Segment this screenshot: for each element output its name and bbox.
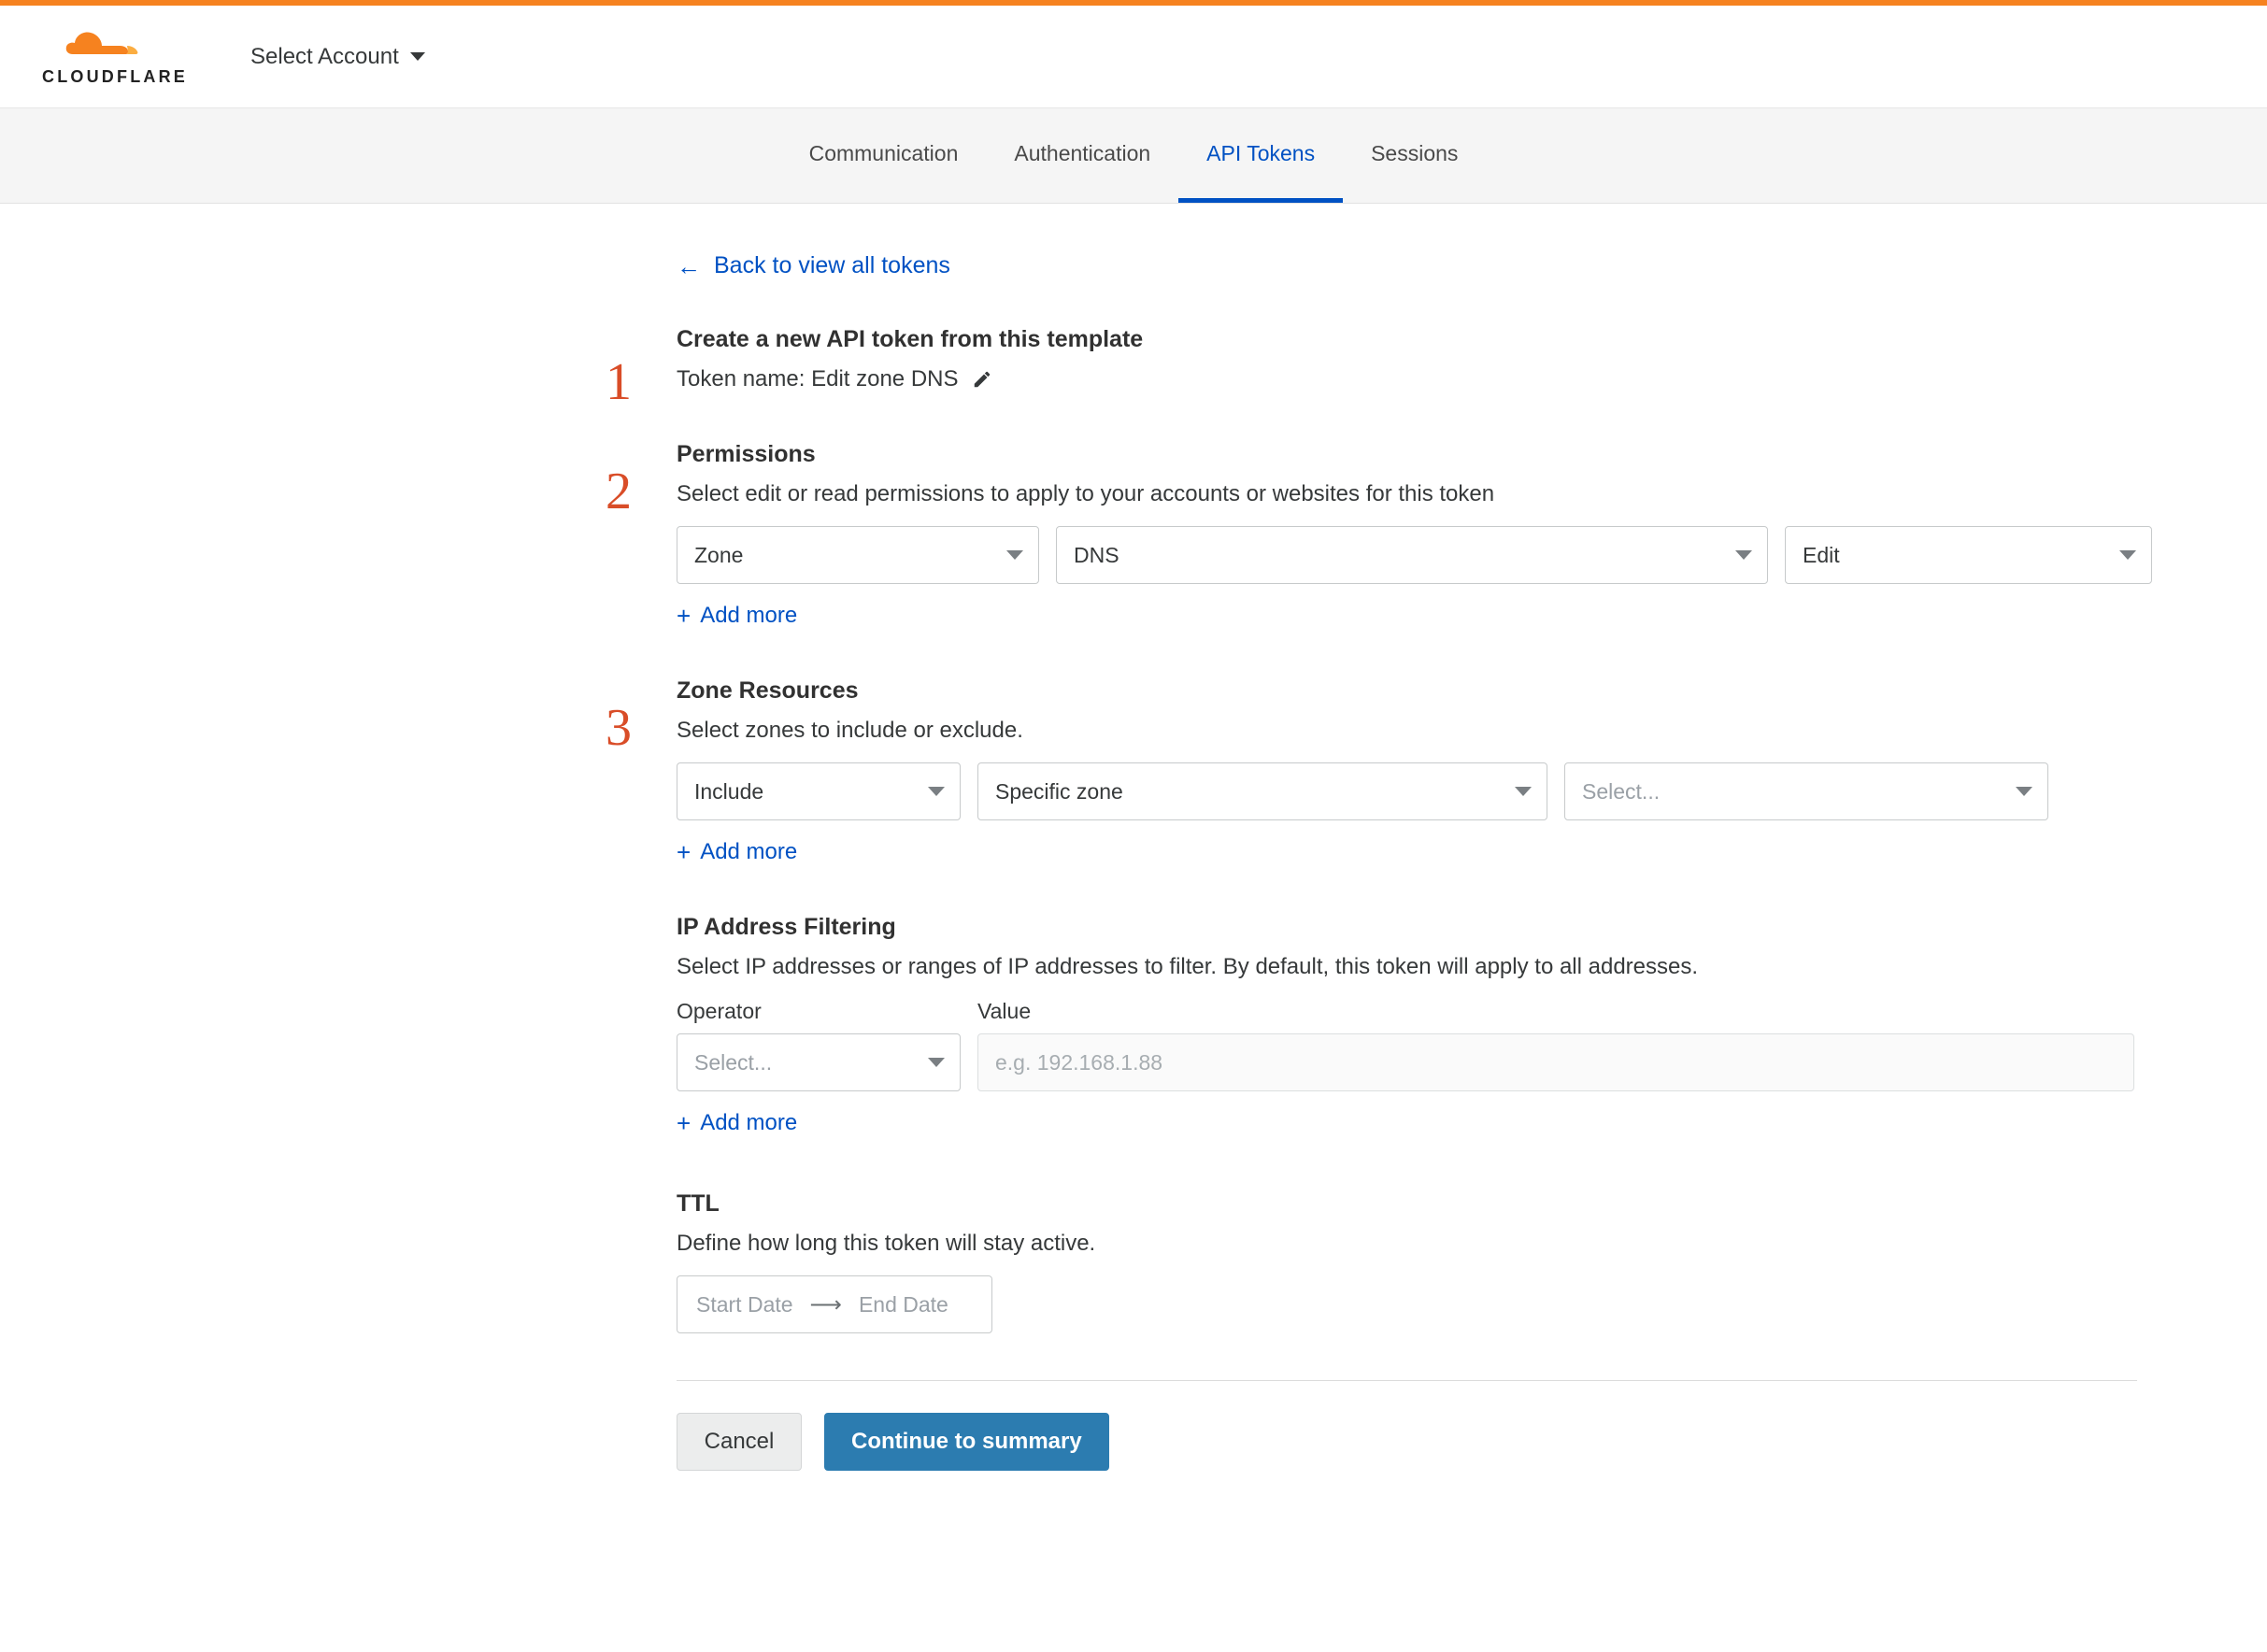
- ip-operator-select[interactable]: [677, 1033, 961, 1091]
- page-header: [0, 6, 2267, 108]
- token-name-row: [677, 366, 2183, 392]
- chevron-down-icon: [1735, 550, 1752, 560]
- ttl-section: [677, 1190, 2183, 1333]
- zone-include-select[interactable]: [677, 762, 961, 820]
- create-token-title: Create a new API token from this template: [677, 326, 1144, 352]
- back-to-all-tokens-link[interactable]: [677, 252, 2183, 279]
- permission-access-select[interactable]: [1785, 526, 2152, 584]
- ttl-end-date: End Date: [858, 1291, 948, 1317]
- back-link-label: Back to view all tokens: [714, 252, 950, 278]
- zone-scope-select[interactable]: [977, 762, 1547, 820]
- zone-name-value: Select...: [1582, 778, 1661, 804]
- tab-communication[interactable]: [781, 108, 987, 203]
- section-nav: [0, 108, 2267, 204]
- continue-label: Continue to summary: [851, 1429, 1082, 1454]
- ip-filtering-title: IP Address Filtering: [677, 914, 896, 940]
- footer-actions: [677, 1413, 2183, 1471]
- permissions-description: Select edit or read permissions to apply to your accounts or websites for this token: [677, 481, 1495, 506]
- value-label: Value: [977, 999, 1032, 1023]
- add-more-label: Add more: [700, 839, 798, 864]
- tab-label: Sessions: [1371, 140, 1459, 165]
- ttl-description: Define how long this token will stay active.: [677, 1231, 1096, 1256]
- step-number-3: 3: [606, 699, 632, 757]
- permissions-add-more-button[interactable]: [677, 603, 797, 629]
- account-selector-label: Select Account: [250, 43, 399, 69]
- chevron-down-icon: [928, 787, 945, 796]
- chevron-down-icon: [1006, 550, 1023, 560]
- cancel-label: Cancel: [704, 1429, 775, 1454]
- ttl-title: TTL: [677, 1190, 720, 1217]
- chevron-down-icon: [928, 1058, 945, 1067]
- tab-authentication[interactable]: [986, 108, 1178, 203]
- tab-label: API Tokens: [1206, 140, 1316, 165]
- chevron-down-icon: [2016, 787, 2032, 796]
- tab-sessions[interactable]: [1343, 108, 1486, 203]
- zone-resources-add-more-button[interactable]: [677, 839, 797, 865]
- add-more-label: Add more: [700, 1110, 798, 1135]
- permissions-row: [677, 526, 2183, 584]
- zone-name-select[interactable]: [1564, 762, 2048, 820]
- step-number-2: 2: [606, 463, 632, 520]
- step-number-1: 1: [606, 353, 632, 411]
- ip-filtering-description: Select IP addresses or ranges of IP addresses to filter. By default, this token will apply to all addresses.: [677, 954, 1699, 979]
- permission-group-value: Zone: [694, 542, 744, 567]
- account-selector[interactable]: [250, 44, 425, 70]
- chevron-down-icon: [1515, 787, 1532, 796]
- ip-filtering-row: [677, 999, 2183, 1091]
- permission-resource-value: DNS: [1074, 542, 1119, 567]
- tab-api-tokens[interactable]: [1178, 108, 1343, 203]
- plus-icon: +: [677, 1109, 692, 1137]
- operator-label: Operator: [677, 999, 762, 1023]
- ttl-start-date: Start Date: [696, 1291, 793, 1317]
- add-more-label: Add more: [700, 603, 798, 628]
- tab-label: Communication: [808, 140, 959, 165]
- cloudflare-cloud-icon: [64, 26, 166, 65]
- ttl-date-range-input[interactable]: [677, 1275, 992, 1333]
- cancel-button[interactable]: [677, 1413, 802, 1471]
- arrow-right-icon: ⟶: [809, 1291, 842, 1317]
- zone-resources-row: [677, 762, 2183, 820]
- zone-resources-section: [606, 677, 2183, 866]
- tab-label: Authentication: [1014, 140, 1151, 165]
- zone-include-value: Include: [694, 778, 764, 804]
- zone-resources-title: Zone Resources: [677, 677, 859, 704]
- ip-value-input[interactable]: [977, 1033, 2134, 1091]
- chevron-down-icon: [2119, 550, 2136, 560]
- zone-resources-description: Select zones to include or exclude.: [677, 718, 1023, 743]
- plus-icon: +: [677, 602, 692, 630]
- cloudflare-logo: [26, 26, 204, 87]
- main-content: [0, 204, 2267, 1471]
- ip-filtering-add-more-button[interactable]: [677, 1110, 797, 1136]
- footer-divider: [677, 1380, 2137, 1381]
- logo-wordmark: CLOUDFLARE: [42, 67, 188, 86]
- token-name-text: Token name: Edit zone DNS: [677, 366, 959, 392]
- ip-value-placeholder: e.g. 192.168.1.88: [995, 1049, 1163, 1075]
- permission-access-value: Edit: [1803, 542, 1840, 567]
- permission-group-select[interactable]: [677, 526, 1039, 584]
- plus-icon: +: [677, 838, 692, 866]
- arrow-left-icon: ←: [677, 251, 701, 280]
- chevron-down-icon: [410, 52, 425, 61]
- permissions-section: [606, 441, 2183, 630]
- permission-resource-select[interactable]: [1056, 526, 1768, 584]
- continue-to-summary-button[interactable]: [824, 1413, 1109, 1471]
- ip-operator-value: Select...: [694, 1049, 773, 1075]
- edit-pencil-icon[interactable]: [972, 369, 992, 390]
- zone-scope-value: Specific zone: [995, 778, 1123, 804]
- ip-filtering-section: [677, 914, 2183, 1136]
- permissions-title: Permissions: [677, 441, 816, 467]
- token-name-section: [606, 326, 2183, 411]
